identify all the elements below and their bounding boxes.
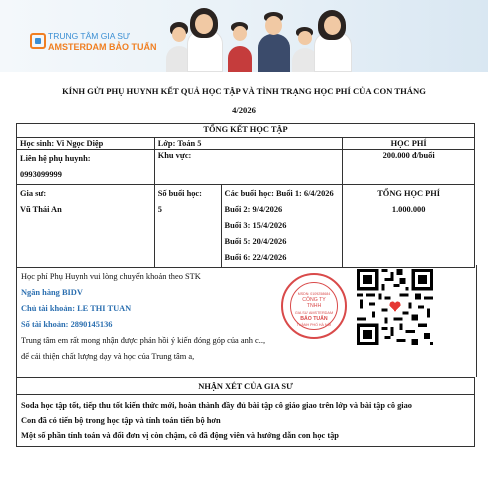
- tutor-name: Vũ Thái An: [20, 205, 62, 214]
- fee-per-session: 200.000 đ/buổi: [343, 150, 475, 185]
- sessions-label: Số buổi học:: [157, 189, 202, 198]
- sessions-count: 5: [157, 205, 162, 214]
- session-date: Các buổi học: Buổi 1: 6/4/2026: [224, 189, 334, 198]
- seal-line: CÔNG TY: [302, 297, 326, 304]
- account-number: Số tài khoản: 2890145136: [21, 320, 113, 329]
- seal-line: BẢO TUẤN: [300, 315, 328, 322]
- session-date: Buổi 5: 20/4/2026: [224, 237, 287, 246]
- feedback-request-cont: để cải thiện chất lượng dạy và học của Trung tâm a,: [21, 352, 195, 361]
- seal-city: THÀNH PHỐ HÀ NỘI: [296, 323, 332, 328]
- area: Khu vực:: [154, 150, 343, 185]
- parent-contact-cell: [17, 150, 155, 185]
- class-name: Lớp: Toán 5: [154, 138, 343, 150]
- review-line: Soda học tập tốt, tiếp thu tốt kiến thức mới, hoàn thành đầy đủ bài tập cô giáo giao trên lớp và bài tập cô giao: [21, 401, 412, 410]
- page-title-month: 4/2026: [232, 105, 256, 115]
- total-fee-value: 1.000.000: [391, 205, 426, 214]
- payment-instruction: Học phí Phụ Huynh vui lòng chuyển khoản theo STK: [21, 272, 201, 281]
- fee-header: HỌC PHÍ: [343, 138, 475, 150]
- session-date: Buổi 3: 15/4/2026: [224, 221, 287, 230]
- session-date: Buổi 2: 9/4/2026: [224, 205, 283, 214]
- seal-line: GIA SƯ AMSTERDAM: [294, 310, 334, 315]
- report-table: [16, 123, 475, 268]
- brand-name-line2: AMSTERDAM BẢO TUẤN: [48, 42, 157, 52]
- header-banner: [0, 0, 488, 72]
- qr-code: [357, 269, 433, 345]
- review-line: Con đã có tiến bộ trong học tập và tính toán tiến bộ hơn: [21, 416, 221, 425]
- total-fee-label: TỔNG HỌC PHÍ: [377, 189, 441, 198]
- report-header: TỔNG KẾT HỌC TẬP: [17, 124, 475, 138]
- tutor-cell: [17, 185, 155, 268]
- review-header: NHẬN XÉT CỦA GIA SƯ: [17, 378, 475, 395]
- brand-name-line1: TRUNG TÂM GIA SƯ: [48, 31, 131, 41]
- center-logo-icon: [30, 33, 46, 49]
- total-fee-cell: [343, 185, 475, 268]
- tutor-label: Gia sư:: [20, 189, 47, 198]
- student-name: Học sinh: Vi Ngọc Diệp: [17, 138, 155, 150]
- session-date: Buổi 6: 22/4/2026: [224, 253, 287, 262]
- account-holder: Chủ tài khoản: LE THI TUAN: [21, 304, 132, 313]
- sessions-cell: [154, 185, 221, 268]
- parent-contact-value: 0993099999: [20, 170, 62, 179]
- session-dates-cell: [221, 185, 343, 268]
- parent-contact-label: Liên hệ phụ huynh:: [20, 154, 91, 163]
- seal-line: TNHH: [306, 303, 322, 310]
- seal-number: MSDN: 0109258684: [297, 292, 331, 296]
- feedback-request: Trung tâm em rất mong nhận được phản hồi ý kiến đóng góp của anh c..,: [21, 336, 266, 345]
- review-body: [17, 395, 475, 447]
- review-line: Một số phần tính toán và đổi đơn vị còn chậm, cô đã động viên và hướng dẫn con học tập: [21, 431, 339, 440]
- company-seal: [281, 273, 347, 339]
- payment-section: [16, 265, 477, 377]
- tutor-review-table: [16, 377, 475, 447]
- bank-name: Ngân hàng BIDV: [21, 288, 83, 297]
- page-title: KÍNH GỬI PHỤ HUYNH KẾT QUẢ HỌC TẬP VÀ TÌNH TRẠNG HỌC PHÍ CỦA CON THÁNG: [62, 86, 426, 96]
